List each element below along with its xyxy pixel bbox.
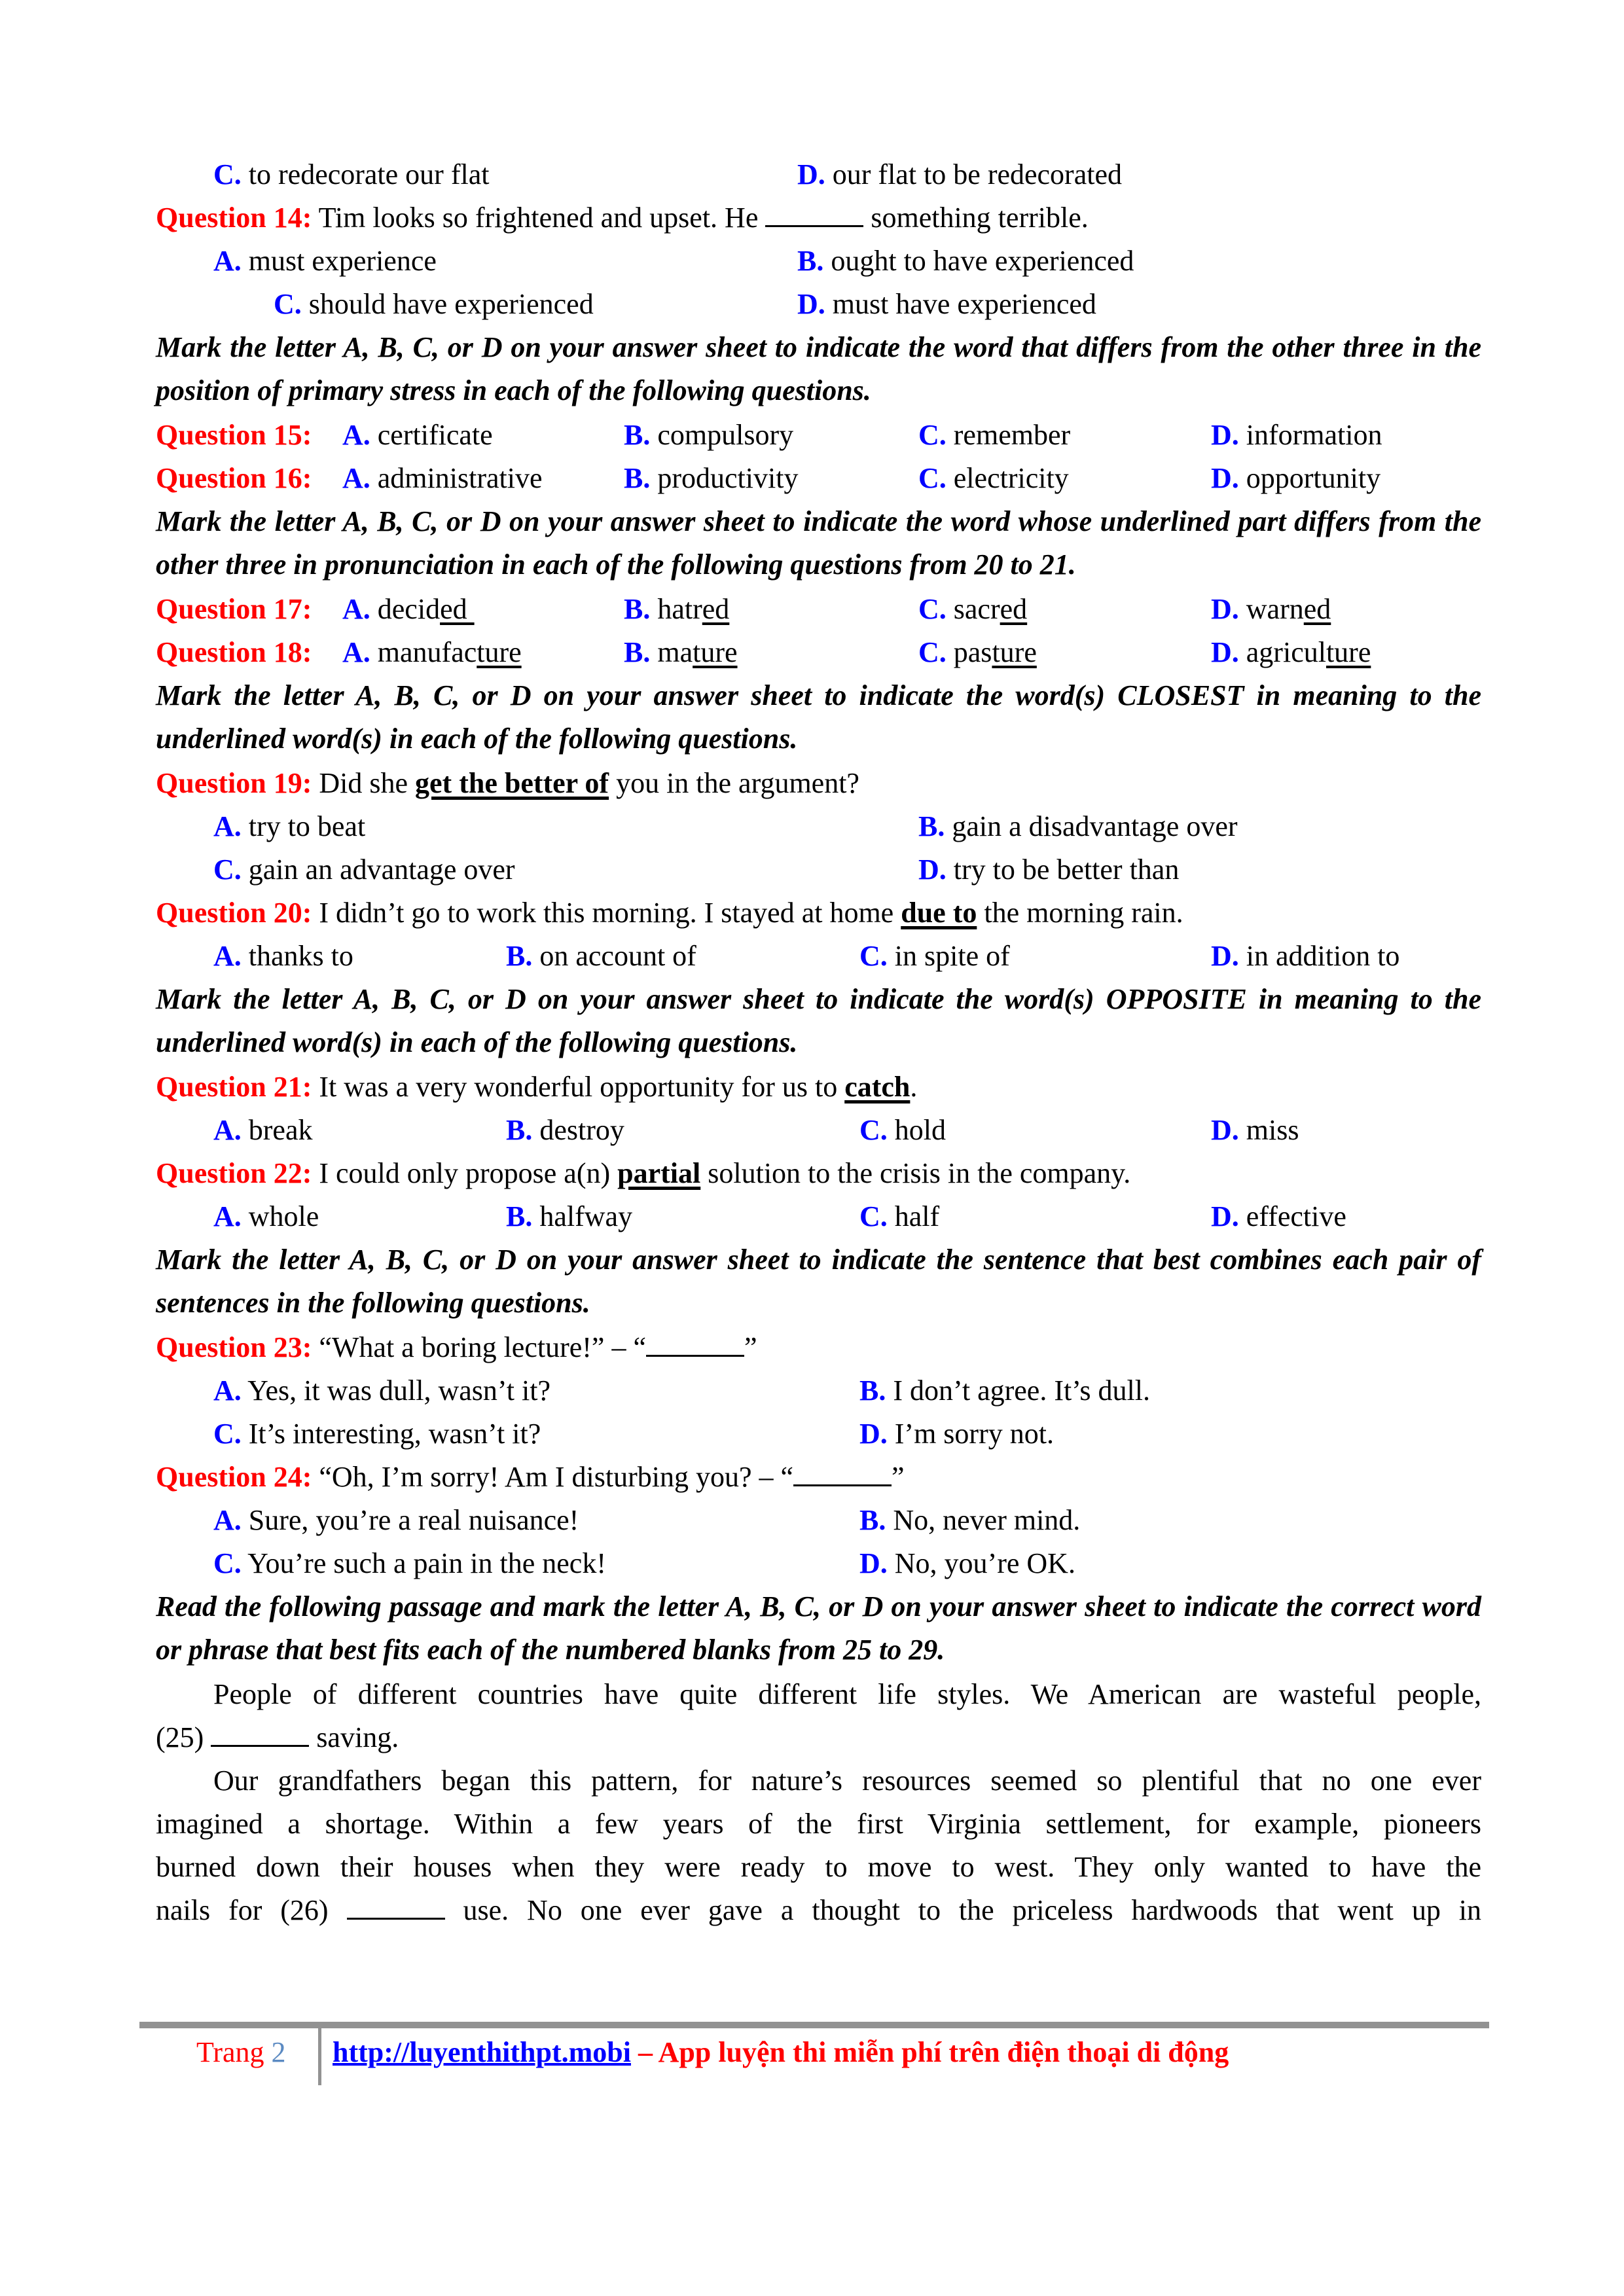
option-c: C. pasture (918, 636, 1037, 668)
option-d: D. try to be better than (918, 853, 1180, 886)
footer-vertical-divider (318, 2028, 321, 2085)
option-b: B. halfway (506, 1200, 633, 1232)
instruction-pronunciation: Mark the letter A, B, C, or D on your answer sheet to indicate the word whose underlined part differs from the other three in pronunciation in each of the following questions from 20 to 21. (156, 505, 1481, 581)
passage-line: burned down their houses when they were ready to move to west. They only wanted to have the (156, 1851, 1481, 1883)
question-22-stem: Question 22: I could only propose a(n) partial solution to the crisis in the company. (156, 1157, 1131, 1189)
instruction-closest: Mark the letter A, B, C, or D on your answer sheet to indicate the word(s) CLOSEST in meaning to the underlined word(s) in each of the following questions. (156, 679, 1481, 755)
passage-line: imagined a shortage. Within a few years of the first Virginia settlement, for example, pioneers (156, 1808, 1481, 1840)
option-a: A. administrative (342, 462, 543, 494)
underlined-part: ed (1303, 593, 1331, 625)
underlined-part: ed (702, 593, 730, 625)
answer-blank-26 (347, 1892, 445, 1920)
option-b: B. productivity (624, 462, 799, 494)
question-24-stem: Question 24: “Oh, I’m sorry! Am I disturbing you? – “ ” (156, 1456, 1481, 1499)
option-d: D. miss (1211, 1114, 1299, 1146)
passage-line: (25) saving. (156, 1716, 1481, 1759)
passage-line: Our grandfathers began this pattern, for nature’s resources seemed so plentiful that no one ever (213, 1765, 1481, 1797)
answer-blank (765, 199, 863, 227)
option-c: C. It’s interesting, wasn’t it? (213, 1418, 541, 1450)
option-c: C. remember (918, 419, 1071, 451)
option-d: D. agriculture (1211, 636, 1371, 668)
instruction-passage: Read the following passage and mark the letter A, B, C, or D on your answer sheet to indicate the correct word or phrase that best fits each of the numbered blanks from 25 to 29. (156, 1590, 1481, 1666)
page-number: 2 (271, 2036, 286, 2068)
option-c: C. hold (859, 1114, 947, 1146)
instruction-opposite: Mark the letter A, B, C, or D on your answer sheet to indicate the word(s) OPPOSITE in meaning to the underlined word(s) in each of the following questions. (156, 983, 1481, 1058)
footer-banner (333, 2033, 1229, 2072)
option-b: B. ought to have experienced (797, 245, 1134, 277)
question-18: Question 18: A. manufacture B. mature C. pasture D. agriculture (156, 631, 1481, 674)
option-b: B. gain a disadvantage over (918, 810, 1238, 842)
option-a: A. thanks to (213, 940, 353, 972)
question-20-stem: Question 20: I didn’t go to work this morning. I stayed at home due to the morning rain. (156, 897, 1183, 929)
option-a: A. decided (342, 593, 475, 625)
option-d: D. effective (1211, 1200, 1346, 1232)
option-c: C. to redecorate our flat (213, 158, 490, 190)
option-d: D. in addition to (1211, 940, 1400, 972)
underlined-part: ed (440, 593, 475, 625)
option-d: D. must have experienced (797, 288, 1096, 320)
option-d: D. information (1211, 419, 1382, 451)
option-c: C. in spite of (859, 940, 1010, 972)
footer-divider (139, 2022, 1489, 2028)
question-15: Question 15: A. certificate B. compulsory C. remember D. information (156, 414, 1481, 457)
option-c: C. half (859, 1200, 940, 1232)
option-c: C. sacred (918, 593, 1028, 625)
question-16: Question 16: A. administrative B. productivity C. electricity D. opportunity (156, 457, 1481, 500)
question-19-stem: Question 19: Did she get the better of you in the argument? (156, 767, 859, 799)
option-b: B. destroy (506, 1114, 624, 1146)
underlined-phrase: due to (901, 897, 977, 929)
underlined-part: ed (1000, 593, 1028, 625)
option-a: A. break (213, 1114, 313, 1146)
footer-page-label: Trang 2 (196, 2036, 286, 2068)
option-b: B. mature (624, 636, 738, 668)
option-a: A. try to beat (213, 810, 366, 842)
option-d: D. I’m sorry not. (859, 1418, 1054, 1450)
option-b: B. compulsory (624, 419, 794, 451)
option-b: B. No, never mind. (859, 1504, 1081, 1536)
underlined-part: ture (992, 636, 1037, 668)
answer-blank (646, 1329, 744, 1357)
answer-blank-25 (211, 1719, 309, 1747)
option-a: A. Sure, you’re a real nuisance! (213, 1504, 579, 1536)
underlined-part: ture (693, 636, 738, 668)
underlined-part: ture (477, 636, 522, 668)
option-b: B. I don’t agree. It’s dull. (859, 1374, 1151, 1407)
option-a: A. manufacture (342, 636, 522, 668)
underlined-part: ture (1326, 636, 1371, 668)
option-b: B. hatred (624, 593, 730, 625)
instruction-combine: Mark the letter A, B, C, or D on your answer sheet to indicate the sentence that best combines each pair of sentences in the following questions. (156, 1244, 1481, 1319)
option-a: A. Yes, it was dull, wasn’t it? (213, 1374, 550, 1407)
answer-blank (793, 1458, 892, 1486)
option-a: A. whole (213, 1200, 319, 1232)
footer-link[interactable]: http://luyenthithpt.mobi (333, 2036, 631, 2068)
question-17: Question 17: A. decided B. hatred C. sacred D. warned (156, 588, 1481, 631)
option-d: D. opportunity (1211, 462, 1381, 494)
option-c: C. electricity (918, 462, 1069, 494)
question-21-stem: Question 21: It was a very wonderful opportunity for us to catch. (156, 1071, 918, 1103)
question-14-stem: Question 14: Tim looks so frightened and upset. He something terrible. (156, 196, 1481, 240)
passage-line: People of different countries have quite different life styles. We American are wasteful people, (213, 1678, 1481, 1710)
underlined-phrase: get the better of (415, 767, 609, 799)
option-b: B. on account of (506, 940, 696, 972)
instruction-stress: Mark the letter A, B, C, or D on your answer sheet to indicate the word that differs from the other three in the position of primary stress in each of the following questions. (156, 331, 1481, 406)
passage-line: nails for (26) use. No one ever gave a thought to the priceless hardwoods that went up in (156, 1889, 1481, 1932)
option-a: A. must experience (213, 245, 437, 277)
question-23-stem: Question 23: “What a boring lecture!” – “ ” (156, 1326, 1481, 1369)
option-a: A. certificate (342, 419, 493, 451)
option-c: C. You’re such a pain in the neck! (213, 1547, 606, 1579)
option-d: D. No, you’re OK. (859, 1547, 1075, 1579)
option-d: D. our flat to be redecorated (797, 158, 1122, 190)
option-d: D. warned (1211, 593, 1331, 625)
underlined-word: partial (617, 1157, 701, 1189)
option-c: C. gain an advantage over (213, 853, 515, 886)
footer-slogan: – App luyện thi miễn phí trên điện thoại di động (630, 2036, 1229, 2068)
underlined-word: catch (844, 1071, 911, 1103)
option-c: C. should have experienced (274, 288, 594, 320)
